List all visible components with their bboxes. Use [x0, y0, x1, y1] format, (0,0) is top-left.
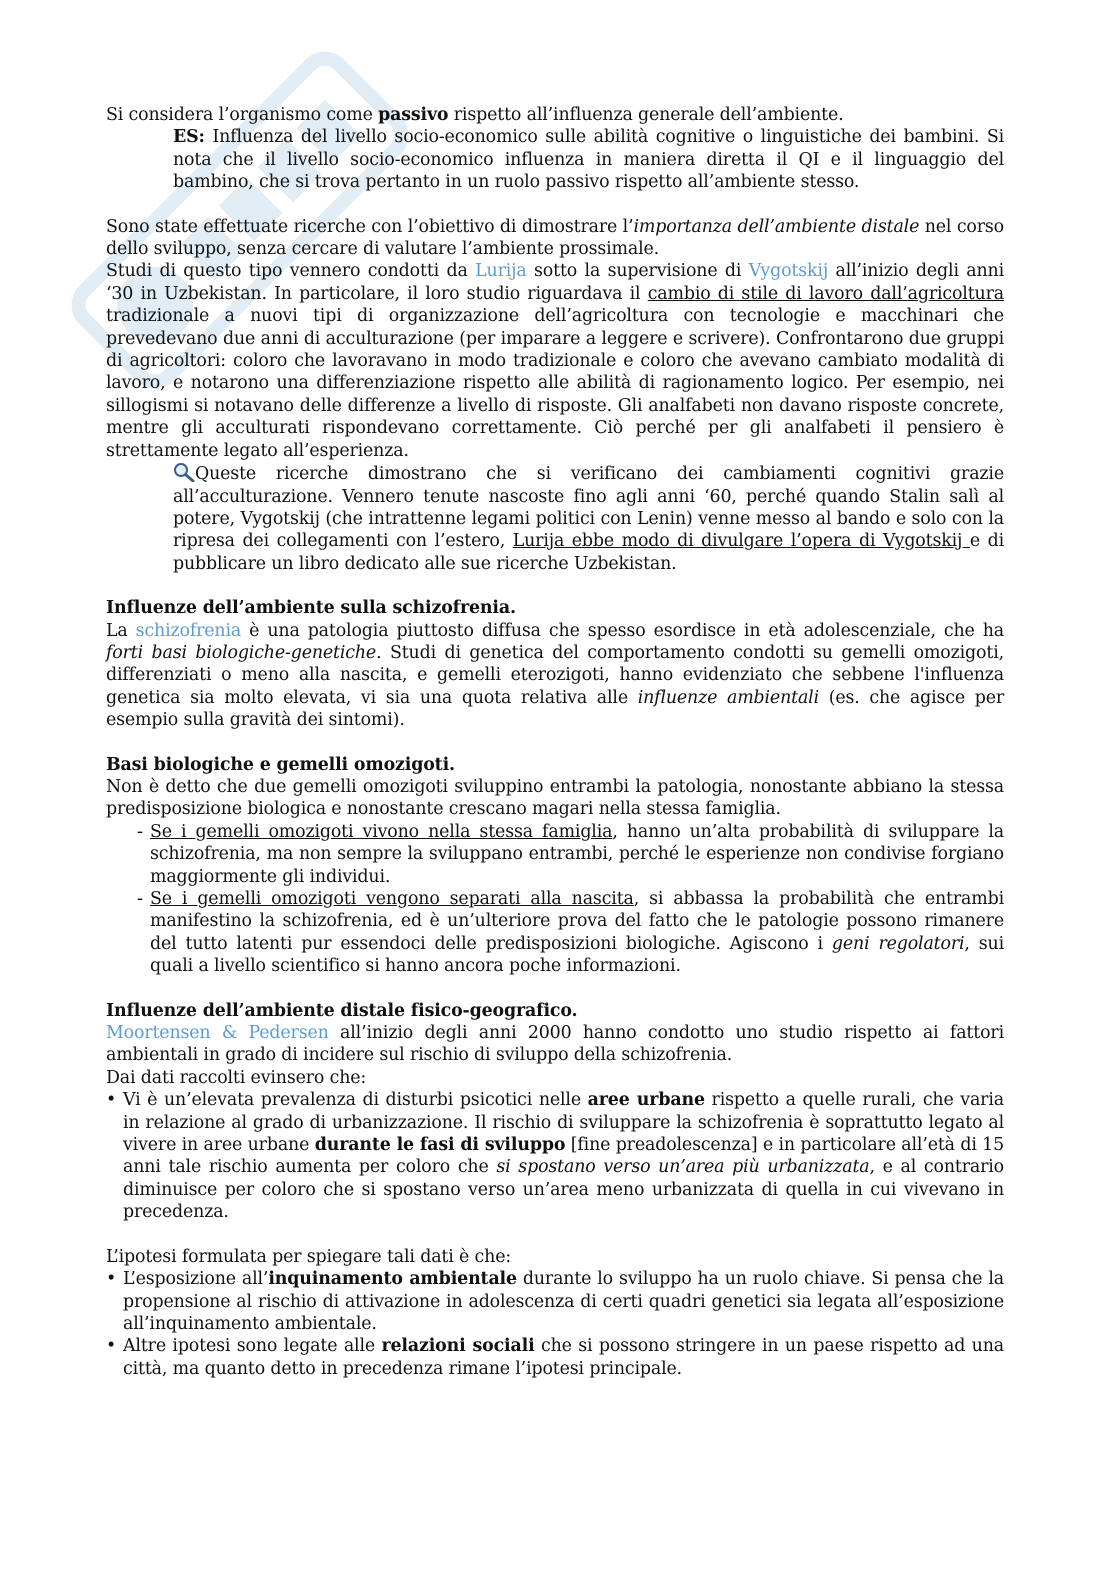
- heading-schizofrenia: Influenze dell’ambiente sulla schizofrenia.: [106, 598, 516, 619]
- paragraph-passivo: Si considera l’organismo come passivo rispetto all’influenza generale dell’ambiente.: [106, 105, 844, 125]
- dash-marker: -: [136, 889, 143, 909]
- link-lurija[interactable]: Lurija: [475, 261, 527, 282]
- example-paragraph: ES: Influenza del livello socio-economico sulle abilità cognitive o linguistiche dei bambini. Si nota che il livello socio-economico influenza in maniera diretta il QI e il linguaggio del bambino, che si trova pertanto in un ruolo passivo rispetto all’ambiente stesso.: [173, 127, 1004, 193]
- paragraph-moortensen: Moortensen & Pedersen all’inizio degli anni 2000 hanno condotto uno studio rispetto ai fattori ambientali in grado di incidere sul rischio di sviluppo della schizofrenia.: [106, 1023, 1004, 1066]
- bullet-marker: •: [106, 1090, 117, 1111]
- link-moortensen-pedersen[interactable]: Moortensen & Pedersen: [106, 1023, 329, 1044]
- paragraph-ipotesi: L’ipotesi formulata per spiegare tali dati è che:: [106, 1246, 512, 1267]
- paragraph-lurija-study: Studi di questo tipo vennero condotti da Lurija sotto la supervisione di Vygotskij all’inizio degli anni ‘30 in Uzbekistan. In particolare, il loro studio riguardava il cambio di stile di lavoro dall’agricoltura tradizionale a nuovi tipi di organizzazione dell’agricoltura con tecnologie e macchinari che prevedevano due anni di acculturazione (per imparare a leggere e scrivere). Confrontarono due gruppi di agricoltori: coloro che lavoravano in modo tradizionale e coloro che avevano cambiato modalità di lavoro, e notarono una differenziazione rispetto alle abilità di ragionamento logico. Per esempio, nei sillogismi si notavano delle differenze a livello di risposte. Gli analfabeti non davano risposte concrete, mentre gli acculturati rispondevano correttamente. Ciò perché per gli analfabeti il pensiero è strettamente legato all’esperienza.: [106, 261, 1005, 461]
- list-item: - Se i gemelli omozigoti vivono nella stessa famiglia, hanno un’alta probabilità di sviluppare la schizofrenia, ma non sempre la sviluppano entrambi, perché le esperienze non condivise forgiano maggiormente gli individui.: [106, 821, 1004, 888]
- example-label: ES:: [173, 127, 205, 148]
- magnifier-icon: [173, 462, 195, 482]
- list-item: - Se i gemelli omozigoti vengono separati alla nascita, si abbassa la probabilità che entrambi manifestino la schizofrenia, ed è un’ulteriore prova del fatto che le patologie possono rimanere del tutto latenti pur essendoci delle predisposizioni biologiche. Agiscono i geni regolatori, sui quali a livello scientifico si hanno ancora poche informazioni.: [106, 888, 1004, 978]
- bullet-marker: •: [106, 1336, 117, 1357]
- heading-ambiente-fisico: Influenze dell’ambiente distale fisico-geografico.: [106, 1000, 578, 1021]
- paragraph-ambiente-distale: Sono state effettuate ricerche con l’obiettivo di dimostrare l’importanza dell’ambiente distale nel corso dello sviluppo, senza cercare di valutare l’ambiente prossimale.: [106, 216, 1005, 260]
- paragraph-schizofrenia: La schizofrenia è una patologia piuttosto diffusa che spesso esordisce in età adolescenziale, che ha forti basi biologiche-genetiche. Studi di genetica del comportamento condotti su gemelli omozigoti, differenziati o meno alla nascita, e gemelli eterozigoti, hanno evidenziato che sebbene l'influenza genetica sia molto elevata, vi sia una quota relativa alle influenze ambientali (es. che agisce per esempio sulla gravità dei sintomi).: [106, 620, 1005, 731]
- list-item: • L’esposizione all’inquinamento ambientale durante lo sviluppo ha un ruolo chiave. Si pensa che la propensione al rischio di attivazione in adolescenza di certi quadri genetici sia legata all’esposizione all’inquinamento ambientale.: [106, 1269, 1004, 1334]
- note-paragraph: Queste ricerche dimostrano che si verificano dei cambiamenti cognitivi grazie all’acculturazione. Vennero tenute nascoste fino agli anni ‘60, perché quando Stalin salì al potere, Vygotskij (che intrattenne legami politici con Lenin) venne messo al bando e solo con la ripresa dei collegamenti con l’estero, Lurija ebbe modo di divulgare l’opera di Vygotskij e di pubblicare un libro dedicato alle sue ricerche Uzbekistan.: [173, 464, 1004, 574]
- document-page: [106, 104, 1004, 1380]
- link-vygotskij[interactable]: Vygotskij: [748, 261, 829, 282]
- dash-marker: -: [136, 821, 143, 842]
- link-schizofrenia[interactable]: schizofrenia: [135, 620, 242, 641]
- bullet-marker: •: [106, 1269, 117, 1290]
- paragraph-gemelli-intro: Non è detto che due gemelli omozigoti sviluppino entrambi la patologia, nonostante abbiano la stessa predisposizione biologica e nonostante crescano magari nella stessa famiglia.: [106, 776, 1004, 820]
- list-item: • Altre ipotesi sono legate alle relazioni sociali che si possono stringere in un paese rispetto ad una città, ma quanto detto in precedenza rimane l’ipotesi principale.: [106, 1336, 1004, 1379]
- list-item: • Vi è un’elevata prevalenza di disturbi psicotici nelle aree urbane rispetto a quelle rurali, che varia in relazione al grado di urbanizzazione. Il rischio di sviluppare la schizofrenia è soprattutto legato al vivere in aree urbane durante le fasi di sviluppo [fine preadolescenza] e in particolare all’età di 15 anni tale rischio aumenta per coloro che si spostano verso un’area più urbanizzata, e al contrario diminuisce per coloro che si spostano verso un’area meno urbanizzata di quella in cui vivevano in precedenza.: [106, 1090, 1004, 1223]
- heading-basi-biologiche: Basi biologiche e gemelli omozigoti.: [106, 754, 455, 775]
- paragraph-dati-intro: Dai dati raccolti evinsero che:: [106, 1067, 367, 1088]
